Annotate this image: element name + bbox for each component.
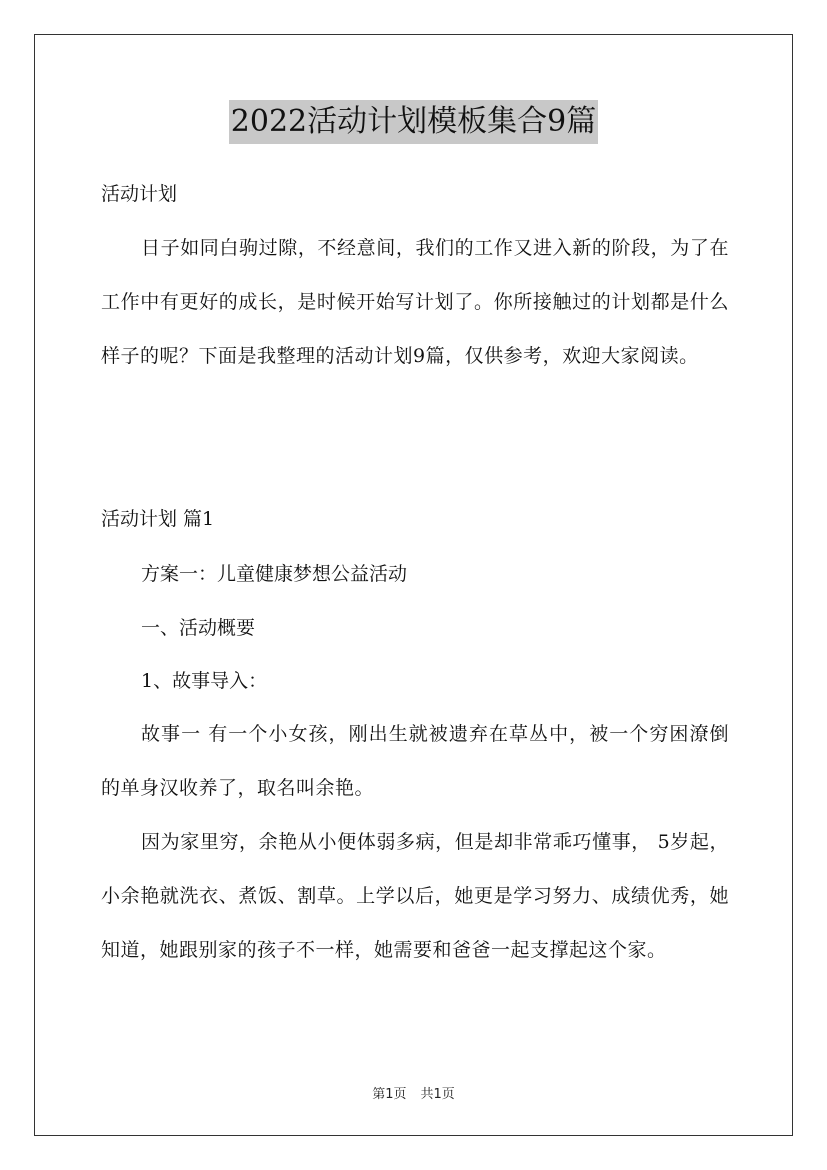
intro-paragraph: 日子如同白驹过隙，不经意间，我们的工作又进入新的阶段，为了在工作中有更好的成长，是时候开始写计划了。你所接触过的计划都是什么样子的呢？下面是我整理的活动计划9篇，仅供参考，欢迎大家阅读。: [101, 237, 729, 367]
page-number-total: 共1页: [420, 1087, 455, 1102]
section-label: 活动计划: [101, 183, 178, 205]
story-paragraph-2: 因为家里穷，余艳从小便体弱多病，但是却非常乖巧懂事， 5岁起，小余艳就洗衣、煮饭、割草。上学以后，她更是学习努力、成绩优秀，她知道，她跟别家的孩子不一样，她需要和爸爸一起支撑起这个家。: [101, 831, 729, 961]
part-heading: 活动计划 篇1: [101, 508, 215, 530]
plan-title: 方案一：儿童健康梦想公益活动: [141, 563, 408, 585]
page-footer: [0, 1083, 827, 1102]
subsection-heading-story: 1、故事导入：: [141, 670, 268, 692]
section-heading-overview: 一、活动概要: [141, 617, 256, 639]
document-title: 2022活动计划模板集合9篇: [229, 100, 598, 144]
page-number-current: 第1页: [372, 1087, 407, 1102]
story-paragraph-1: 故事一 有一个小女孩，刚出生就被遗弃在草丛中，被一个穷困潦倒的单身汉收养了，取名叫余艳。: [101, 723, 729, 799]
title-container: [0, 100, 827, 144]
